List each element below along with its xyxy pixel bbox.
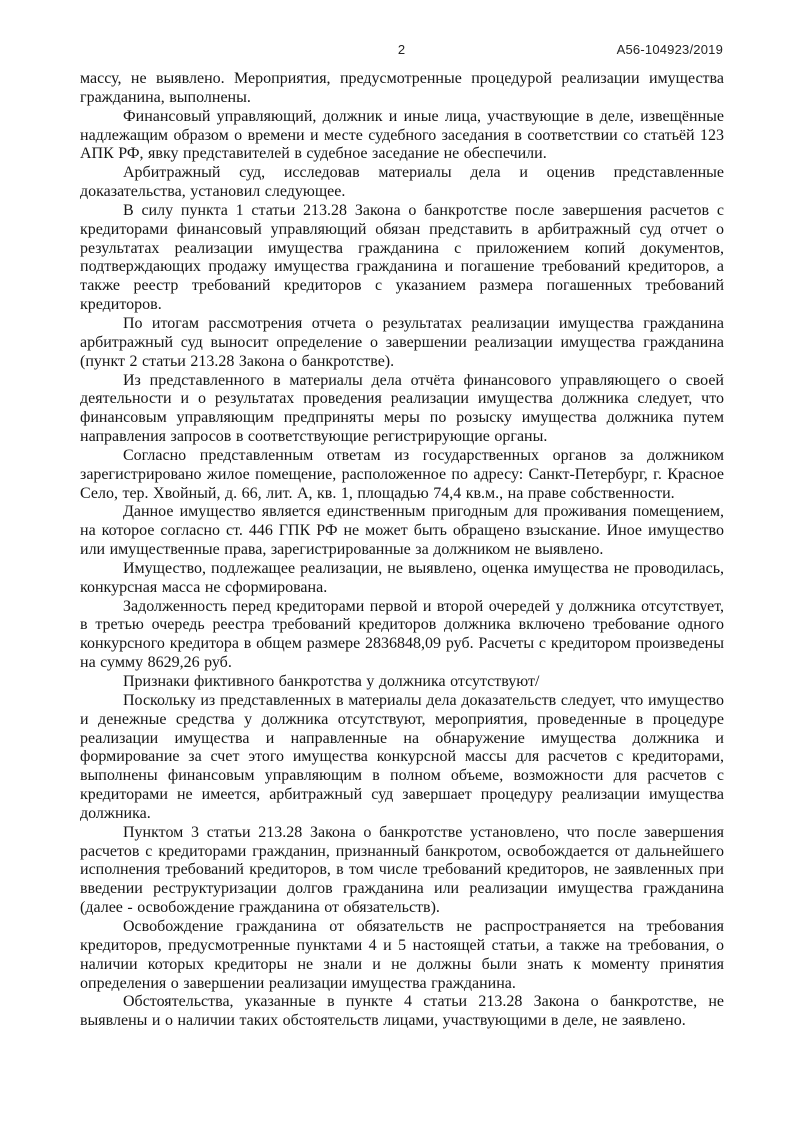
paragraph: Обстоятельства, указанные в пункте 4 статьи 213.28 Закона о банкротстве, не выявлены и о наличии таких обстоятельств лицами, участвующими в деле, не заявлено. [80, 993, 724, 1030]
page-header [80, 42, 723, 60]
paragraph: Освобождение гражданина от обязательств не распространяется на требования кредиторов, предусмотренные пунктами 4 и 5 настоящей статьи, а также на требования, о наличии которых кредиторы не знали и не должны были знать к моменту принятия определения о завершении реализации имущества гражданина. [80, 917, 724, 992]
paragraph: Задолженность перед кредиторами первой и второй очередей у должника отсутствует, в третью очередь реестра требований кредиторов должника включено требование одного конкурсного кредитора в общем размере 2836848,09 руб. Расчеты с кредитором произведены на сумму 8629,26 руб. [80, 597, 724, 672]
paragraph: массу, не выявлено. Мероприятия, предусмотренные процедурой реализации имущества гражданина, выполнены. [80, 70, 724, 106]
paragraph: Из представленного в материалы дела отчёта финансового управляющего о своей деятельности и о результатах проведения реализации имущества должника следует, что финансовым управляющим предприняты меры по розыску имущества должника путем направления запросов в соответствующие регистрирующие органы. [80, 371, 724, 446]
paragraph: Данное имущество является единственным пригодным для проживания помещением, на которое согласно ст. 446 ГПК РФ не может быть обращено взыскание. Иное имущество или имущественные права, зарегистрированные за должником не выявлено. [80, 503, 724, 559]
paragraph: Имущество, подлежащее реализации, не выявлено, оценка имущества не проводилась, конкурсная масса не сформирована. [80, 559, 724, 596]
paragraph: В силу пункта 1 статьи 213.28 Закона о банкротстве после завершения расчетов с кредиторами финансовый управляющий обязан представить в арбитражный суд отчет о результатах реализации имущества гражданина с приложением копий документов, подтверждающих продажу имущества гражданина и погашение требований кредиторов, а также реестр требований кредиторов с указанием размера погашенных требований кредиторов. [80, 201, 724, 314]
paragraph: Финансовый управляющий, должник и иные лица, участвующие в деле, извещённые надлежащим образом о времени и месте судебного заседания в соответствии со статьёй 123 АПК РФ, явку представителей в судебное заседание не обеспечили. [80, 107, 724, 163]
paragraph: Признаки фиктивного банкротства у должника отсутствуют/ [123, 673, 540, 690]
paragraph: Согласно представленным ответам из государственных органов за должником зарегистрировано жилое помещение, расположенное по адресу: Санкт-Петербург, г. Красное Село, тер. Хвойный, д. 66, лит. А, кв. 1, площадью 74,4 кв.м., на праве собственности. [80, 446, 724, 502]
paragraph: Пунктом 3 статьи 213.28 Закона о банкротстве установлено, что после завершения расчетов с кредиторами гражданин, признанный банкротом, освобождается от дальнейшего исполнения требований кредиторов, в том числе требований кредиторов, не заявленных при введении реструктуризации долгов гражданина или реализации имущества гражданина (далее - освобождение гражданина от обязательств). [80, 823, 724, 917]
paragraph: Поскольку из представленных в материалы дела доказательств следует, что имущество и денежные средства у должника отсутствуют, мероприятия, проведенные в процедуре реализации имущества и направленные на обнаружение имущества должника и формирование за счет этого имущества конкурсной массы для расчетов с кредиторами, выполнены финансовым управляющим в полном объеме, возможности для расчетов с кредиторами не имеется, арбитражный суд завершает процедуру реализации имущества должника. [80, 691, 724, 822]
paragraph: По итогам рассмотрения отчета о результатах реализации имущества гражданина арбитражный суд выносит определение о завершении реализации имущества гражданина (пункт 2 статьи 213.28 Закона о банкротстве). [80, 314, 724, 370]
page-number: 2 [397, 42, 406, 57]
paragraph: Арбитражный суд, исследовав материалы дела и оценив представленные доказательства, установил следующее. [80, 164, 724, 201]
document-body [80, 70, 724, 1031]
case-number: А56-104923/2019 [616, 42, 723, 57]
